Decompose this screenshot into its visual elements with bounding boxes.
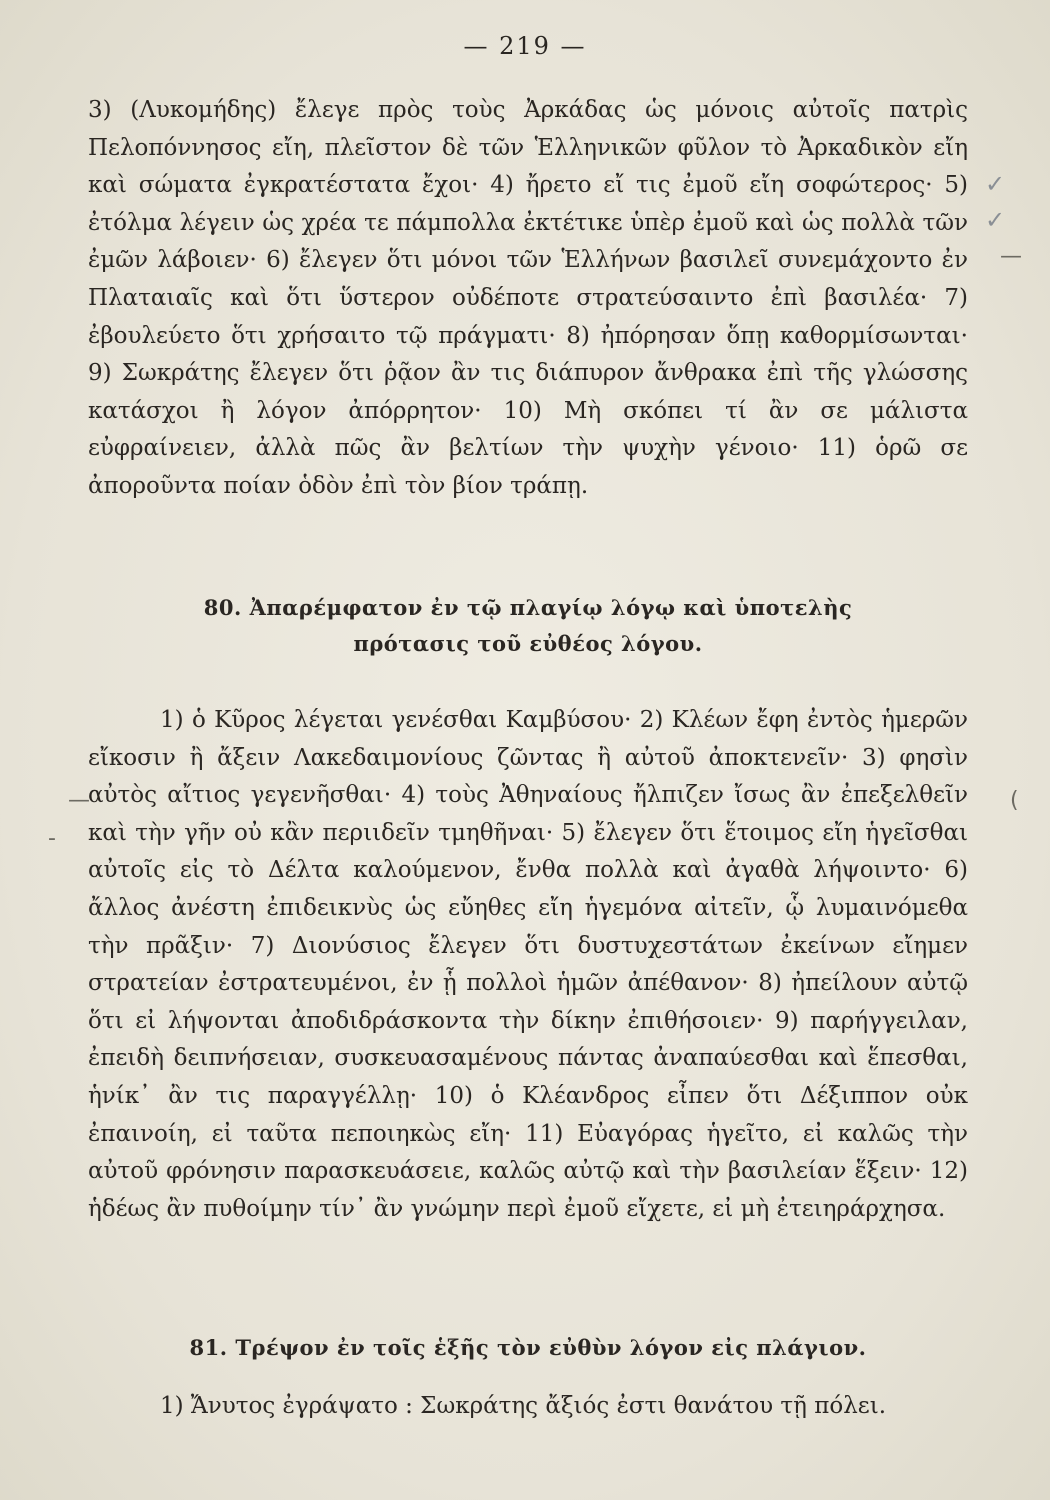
- margin-bracket: (: [1010, 788, 1019, 813]
- exercise-81-body: [88, 1388, 968, 1426]
- section-81-title: 81. Τρέψον ἐν τοῖς ἑξῆς τὸν εὐθὺν λόγον εἰς πλάγιον.: [189, 1335, 867, 1360]
- margin-dash-2: —: [68, 788, 90, 813]
- margin-tick: -: [48, 826, 56, 851]
- section-80-heading: [88, 590, 968, 662]
- section-80-title-line-1: 80. Ἀπαρέμφατον ἐν τῷ πλαγίῳ λόγῳ καὶ ὑποτελὴς: [203, 595, 853, 620]
- section-81-heading: [88, 1330, 968, 1366]
- paragraph-2: 1) ὁ Κῦρος λέγεται γενέσθαι Καμβύσου· 2) Κλέων ἔφη ἐντὸς ἡμερῶν εἴκοσιν ἢ ἄξειν Λακεδαιμονίους ζῶντας ἢ αὐτοῦ ἀποκτενεῖν· 3) φησὶν αὐτὸς αἴτιος γεγενῆσθαι· 4) τοὺς Ἀθηναίους ἤλπιζεν ἴσως ἂν ἐπεξελθεῖν καὶ τὴν γῆν οὐ κἂν περιιδεῖν τμηθῆναι· 5) ἔλεγεν ὅτι ἕτοιμος εἴη ἡγεῖσθαι αὐτοῖς εἰς τὸ Δέλτα καλούμενον, ἔνθα πολλὰ καὶ ἀγαθὰ λήψοιντο· 6) ἄλλος ἀνέστη ἐπιδεικνὺς ὡς εὔηθες εἴη ἡγεμόνα αἰτεῖν, ᾧ λυμαινόμεθα τὴν πρᾶξιν· 7) Διονύσιος ἔλεγεν ὅτι δυστυχεστάτων ἐκείνων εἴημεν στρατείαν ἐστρατευμένοι, ἐν ᾗ πολλοὶ ἡμῶν ἀπέθανον· 8) ἠπείλουν αὐτῷ ὅτι εἰ λήψονται ἀποδιδράσκοντα τὴν δίκην ἐπιθήσοιεν· 9) παρήγγειλαν, ἐπειδὴ δειπνήσειαν, συσκευασαμένους πάντας ἀναπαύεσθαι καὶ ἕπεσθαι, ἡνίκ᾽ ἂν τις παραγγέλλῃ· 10) ὁ Κλέανδρος εἶπεν ὅτι Δέξιππον οὐκ ἐπαινοίη, εἰ ταῦτα πεποιηκὼς εἴη· 11) Εὐαγόρας ἡγεῖτο, εἰ καλῶς τὴν αὐτοῦ φρόνησιν παρασκευάσειε, καλῶς αὐτῷ καὶ τὴν βασιλείαν ἕξειν· 12) ἡδέως ἂν πυθοίμην τίν᾽ ἂν γνώμην περὶ ἐμοῦ εἴχετε, εἰ μὴ ἐτειηράρχησα.: [88, 707, 968, 1222]
- margin-check-mark-1: ✓: [985, 170, 1006, 198]
- exercise-80-body: [88, 702, 968, 1228]
- margin-check-mark-2: ✓: [985, 206, 1006, 234]
- page-number: — 219 —: [463, 32, 587, 60]
- margin-dash-1: —: [1000, 244, 1022, 269]
- paragraph-3: 1) Ἄνυτος ἐγράψατο : Σωκράτης ἄξιός ἐστι θανάτου τῇ πόλει.: [160, 1393, 887, 1419]
- section-80-title-line-2: πρότασις τοῦ εὐθέος λόγου.: [353, 631, 703, 656]
- paragraph-1: 3) (Λυκομήδης) ἔλεγε πρὸς τοὺς Ἀρκάδας ὡς μόνοις αὐτοῖς πατρὶς Πελοπόννησος εἴη, πλεῖστον δὲ τῶν Ἑλληνικῶν φῦλον τὸ Ἀρκαδικὸν εἴη καὶ σώματα ἐγκρατέστατα ἔχοι· 4) ἤρετο εἴ τις ἐμοῦ εἴη σοφώτερος· 5) ἐτόλμα λέγειν ὡς χρέα τε πάμπολλα ἐκτέτικε ὑπὲρ ἐμοῦ καὶ ὡς πολλὰ τῶν ἐμῶν λάβοιεν· 6) ἔλεγεν ὅτι μόνοι τῶν Ἑλλήνων βασιλεῖ συνεμάχοντο ἐν Πλαταιαῖς καὶ ὅτι ὕστερον οὐδέποτε στρατεύσαιντο ἐπὶ βασιλέα· 7) ἐβουλεύετο ὅτι χρήσαιτο τῷ πράγματι· 8) ἠπόρησαν ὅπῃ καθορμίσωνται· 9) Σωκράτης ἔλεγεν ὅτι ῥᾷον ἂν τις διάπυρον ἄνθρακα ἐπὶ τῆς γλώσσης κατάσχοι ἢ λόγον ἀπόρρητον· 10) Μὴ σκόπει τί ἂν σε μάλιστα εὐφραίνειεν, ἀλλὰ πῶς ἂν βελτίων τὴν ψυχὴν γένοιο· 11) ὁρῶ σε ἀποροῦντα ποίαν ὁδὸν ἐπὶ τὸν βίον τράπῃ.: [88, 97, 968, 499]
- exercise-79-continuation: [88, 92, 968, 506]
